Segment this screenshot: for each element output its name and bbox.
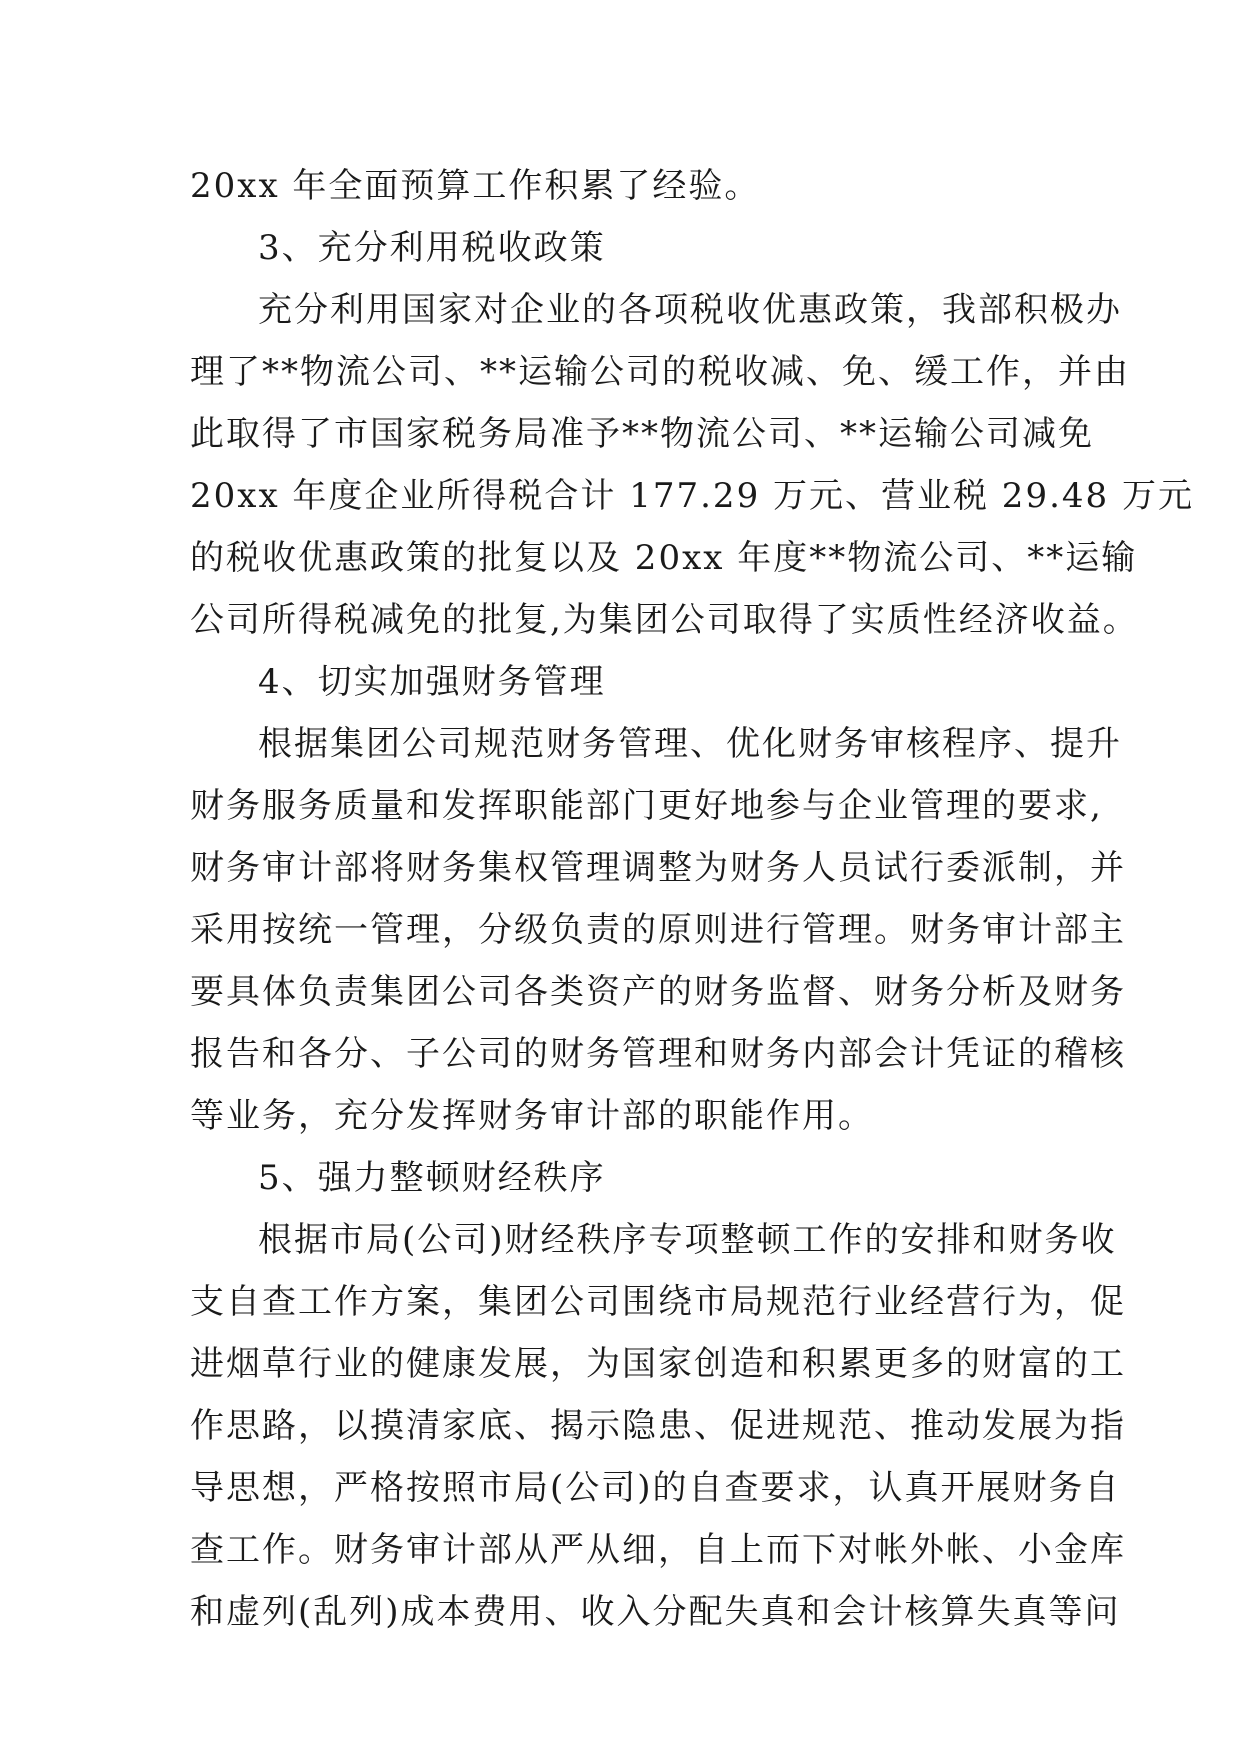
text-line: 的税收优惠政策的批复以及 20xx 年度**物流公司、**运输 xyxy=(190,538,1138,578)
text-line: 进烟草行业的健康发展，为国家创造和积累更多的财富的工 xyxy=(190,1344,1126,1384)
text-line: 采用按统一管理，分级负责的原则进行管理。财务审计部主 xyxy=(190,910,1126,950)
text-line: 根据集团公司规范财务管理、优化财务审核程序、提升 xyxy=(258,724,1122,764)
text-line: 4、切实加强财务管理 xyxy=(258,662,606,702)
text-line: 财务服务质量和发挥职能部门更好地参与企业管理的要求, xyxy=(190,786,1103,826)
text-line: 20xx 年度企业所得税合计 177.29 万元、营业税 29.48 万元 xyxy=(190,476,1194,516)
text-line: 3、充分利用税收政策 xyxy=(258,228,606,268)
text-line: 要具体负责集团公司各类资产的财务监督、财务分析及财务 xyxy=(190,972,1126,1012)
text-line: 此取得了市国家税务局准予**物流公司、**运输公司减免 xyxy=(190,414,1094,454)
text-line: 导思想，严格按照市局(公司)的自查要求，认真开展财务自 xyxy=(190,1468,1121,1508)
document-body xyxy=(190,155,1194,1643)
text-line: 理了**物流公司、**运输公司的税收减、免、缓工作，并由 xyxy=(190,352,1130,392)
text-line: 查工作。财务审计部从严从细，自上而下对帐外帐、小金库 xyxy=(190,1530,1126,1570)
text-line: 公司所得税减免的批复,为集团公司取得了实质性经济收益。 xyxy=(190,600,1139,640)
text-line: 5、强力整顿财经秩序 xyxy=(258,1158,606,1198)
text-line: 作思路，以摸清家底、揭示隐患、促进规范、推动发展为指 xyxy=(190,1406,1126,1446)
text-line: 支自查工作方案，集团公司围绕市局规范行业经营行为，促 xyxy=(190,1282,1126,1322)
text-line: 等业务，充分发挥财务审计部的职能作用。 xyxy=(190,1096,874,1136)
text-line: 20xx 年全面预算工作积累了经验。 xyxy=(190,166,761,206)
text-line: 财务审计部将财务集权管理调整为财务人员试行委派制，并 xyxy=(190,848,1126,888)
text-line: 和虚列(乱列)成本费用、收入分配失真和会计核算失真等问 xyxy=(190,1592,1121,1632)
text-line: 报告和各分、子公司的财务管理和财务内部会计凭证的稽核 xyxy=(190,1034,1126,1074)
text-line: 充分利用国家对企业的各项税收优惠政策，我部积极办 xyxy=(258,290,1122,330)
text-line: 根据市局(公司)财经秩序专项整顿工作的安排和财务收 xyxy=(258,1220,1117,1260)
